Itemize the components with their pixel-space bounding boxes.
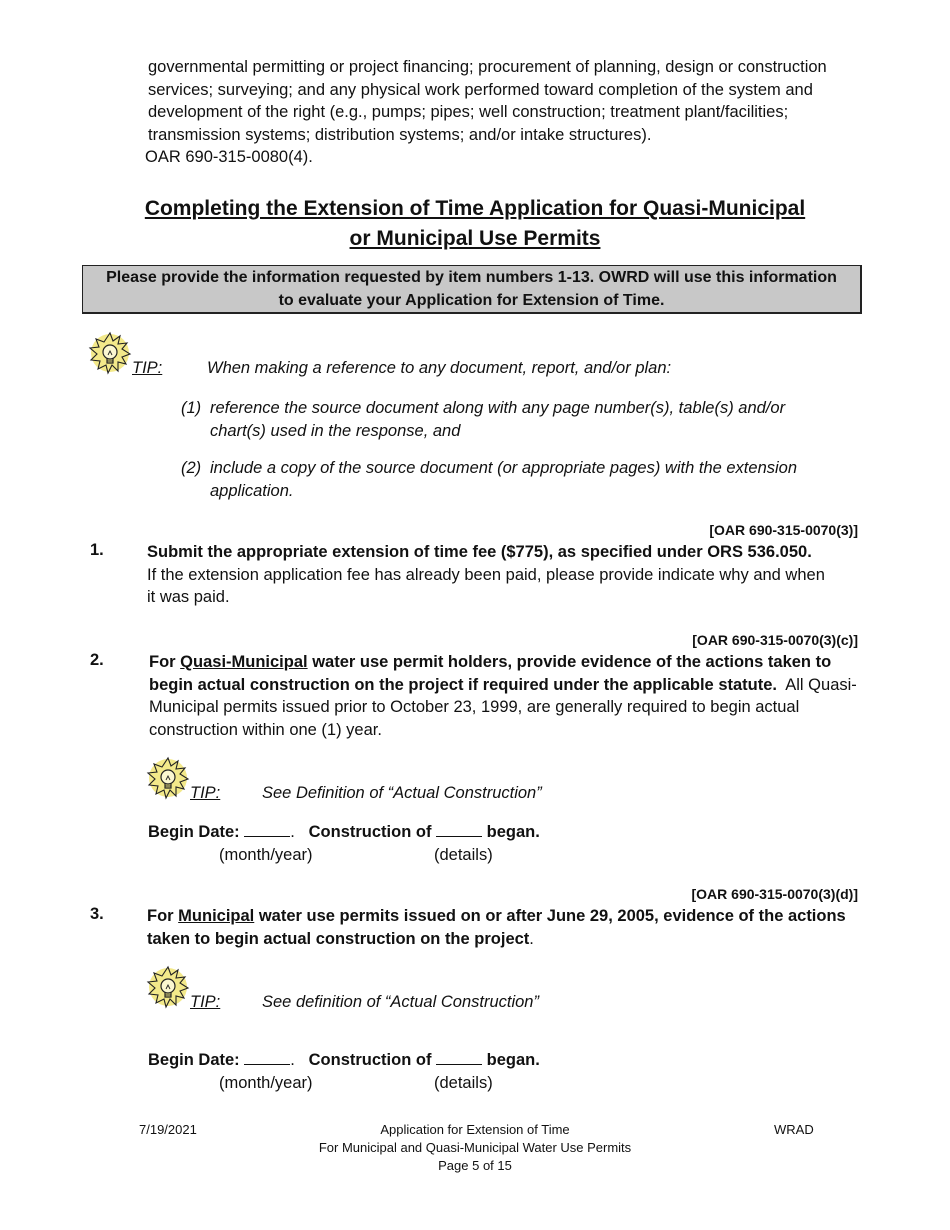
main-tip-text: When making a reference to any document, report, and/or plan: (207, 359, 672, 377)
item-3-text-tail: . (529, 929, 534, 948)
item-2-oar-reference: [OAR 690-315-0070(3)(c)] (692, 632, 858, 648)
item-3-heading-line2: taken to begin actual construction on the project (147, 929, 530, 948)
item-3-tip-label: TIP: (190, 993, 221, 1011)
item-2-begin-date-row: Begin Date: . Construction of began. (148, 823, 540, 841)
footer-subtitle: For Municipal and Quasi-Municipal Water Use Permits (318, 1140, 632, 1155)
begin-date-label: Begin Date: (148, 823, 240, 841)
lightbulb-icon (88, 331, 132, 375)
item-2-month-year-caption: (month/year) (219, 846, 313, 864)
item-2-body (149, 651, 869, 741)
notice-line2: to evaluate your Application for Extension of Time. (278, 291, 665, 309)
intro-text: governmental permitting or project financing; procurement of planning, design or construction services; surveying; and any physical work performed toward completion of the system and development of the right (e.g., pumps; pipes; well construction; treatment plant/facilities; transmission systems; distribution systems; and/or intake structures). (148, 58, 827, 144)
began-label: began. (486, 1051, 540, 1069)
footer-page-number: Page 5 of 15 (438, 1158, 512, 1173)
item-1-body (147, 541, 867, 609)
item-2-text-line4: construction within one (1) year. (149, 720, 382, 739)
item-2-details-caption: (details) (434, 846, 493, 864)
item-2-tip-label: TIP: (190, 784, 221, 802)
item-3-month-year-caption: (month/year) (219, 1074, 313, 1092)
item-3-heading-pre: For (147, 907, 179, 925)
item-2-heading-pre: For (149, 653, 181, 671)
tip-list-item-1-line2: chart(s) used in the response, and (210, 421, 461, 440)
item-2-text-line3: Municipal permits issued prior to October 23, 1999, are generally required to begin actual (149, 698, 800, 716)
item-3-tip-text: See definition of “Actual Construction” (262, 993, 539, 1011)
tip-list-item-1-line1: reference the source document along with any page number(s), table(s) and/or (210, 399, 786, 417)
item-1-text-line2: it was paid. (147, 588, 230, 606)
item-3-begin-date-row: Begin Date: . Construction of began. (148, 1051, 540, 1069)
intro-oar-reference: OAR 690-315-0080(4). (145, 148, 313, 166)
construction-details-blank[interactable] (436, 1050, 482, 1065)
began-label: began. (486, 823, 540, 841)
footer-title: Application for Extension of Time (380, 1122, 570, 1137)
lightbulb-icon (146, 756, 190, 800)
tip-list-item-1 (210, 397, 850, 442)
footer-date: 7/19/2021 (139, 1122, 197, 1137)
item-3-body (147, 905, 867, 950)
item-3-oar-reference: [OAR 690-315-0070(3)(d)] (691, 886, 858, 902)
footer-division: WRAD (774, 1122, 814, 1137)
construction-of-label: Construction of (308, 823, 432, 841)
item-1-oar-reference: [OAR 690-315-0070(3)] (709, 522, 858, 538)
item-3-details-caption: (details) (434, 1074, 493, 1092)
item-2-tip-text: See Definition of “Actual Construction” (262, 784, 542, 802)
tip-list-item-2-line1: include a copy of the source document (or appropriate pages) with the extension (210, 459, 798, 477)
instruction-notice-box (82, 265, 862, 314)
intro-paragraph (145, 56, 868, 169)
section-title-line2: or Municipal Use Permits (349, 227, 601, 250)
item-1-number: 1. (90, 541, 104, 559)
item-2-heading-post: water use permit holders, provide evidence of the actions taken to (307, 653, 832, 671)
begin-date-label: Begin Date: (148, 1051, 240, 1069)
tip-label: TIP: (132, 359, 163, 377)
tip-list-marker-2: (2) (181, 459, 202, 477)
item-2-heading-line2: begin actual construction on the project if required under the applicable statute. (149, 675, 777, 694)
tip-list-item-2 (210, 457, 850, 502)
item-3-heading-post: water use permits issued on or after June 29, 2005, evidence of the actions (254, 907, 846, 925)
tip-list-marker-1: (1) (181, 399, 202, 417)
section-title-line1: Completing the Extension of Time Application for Quasi-Municipal (144, 197, 806, 220)
construction-details-blank[interactable] (436, 822, 482, 837)
item-2-text-tail: All Quasi- (785, 675, 857, 694)
notice-line1: Please provide the information requested by item numbers 1-13. OWRD will use this information (106, 269, 837, 286)
item-1-heading: Submit the appropriate extension of time fee ($775), as specified under ORS 536.050. (147, 543, 812, 561)
begin-date-blank[interactable] (244, 1050, 290, 1065)
item-3-number: 3. (90, 905, 104, 923)
construction-of-label: Construction of (308, 1051, 432, 1069)
main-tip (132, 359, 162, 378)
item-2-heading-underlined: Quasi-Municipal (180, 653, 308, 671)
item-2-number: 2. (90, 651, 104, 669)
tip-list-item-2-line2: application. (210, 481, 294, 500)
footer-center (250, 1121, 700, 1175)
lightbulb-icon (146, 965, 190, 1009)
item-3-heading-underlined: Municipal (178, 907, 255, 925)
section-title (100, 194, 850, 254)
begin-date-blank[interactable] (244, 822, 290, 837)
item-1-text-line1: If the extension application fee has already been paid, please provide indicate why and when (147, 565, 825, 584)
